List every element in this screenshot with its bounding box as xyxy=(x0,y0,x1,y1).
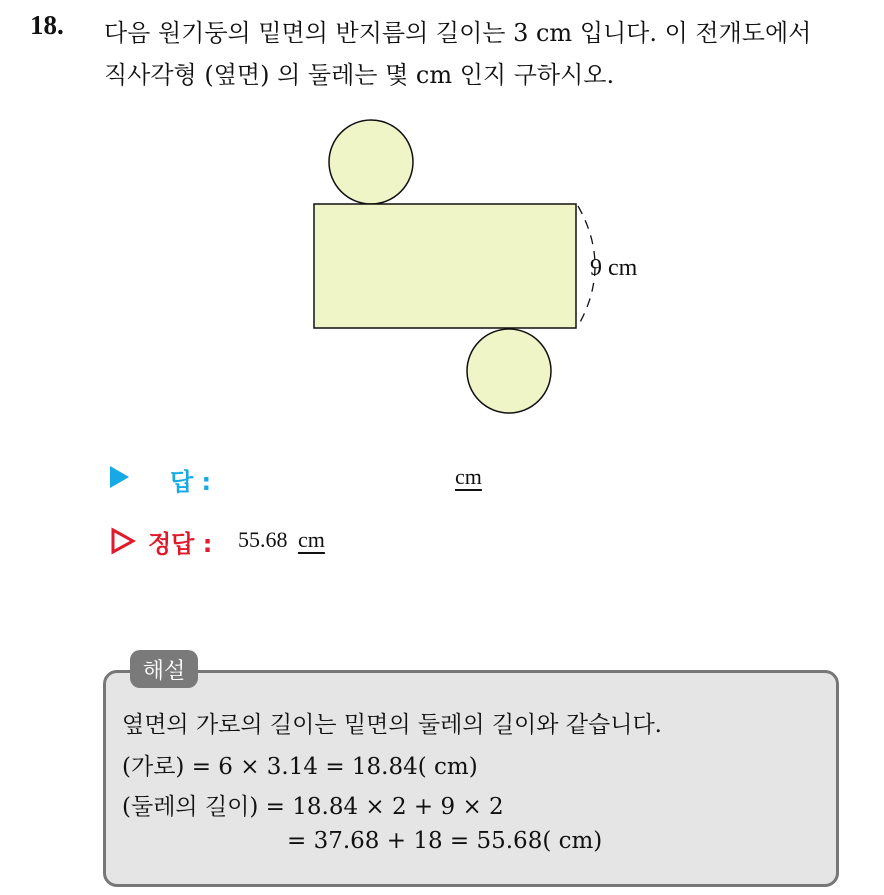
answer-label: 답 : xyxy=(170,468,212,496)
question-text-line-2: 직사각형 (옆면) 의 둘레는 몇 cm 인지 구하시오. xyxy=(104,61,615,89)
correct-answer-unit: cm xyxy=(298,527,325,552)
correct-arrow-icon xyxy=(110,527,136,555)
height-label: 9 cm xyxy=(590,255,638,281)
solution-tag: 해설 xyxy=(130,650,198,688)
solution-line-4: = 37.68 + 18 = 55.68( cm) xyxy=(287,828,603,854)
solution-line-1: 옆면의 가로의 길이는 밑면의 둘레의 길이와 같습니다. xyxy=(122,712,662,738)
lateral-face-rectangle xyxy=(314,204,576,328)
bottom-base-circle xyxy=(467,329,551,413)
question-text-line-1: 다음 원기둥의 밑면의 반지름의 길이는 3 cm 입니다. 이 전개도에서 xyxy=(104,19,812,47)
answer-unit: cm xyxy=(455,464,482,489)
answer-arrow-icon xyxy=(110,466,129,488)
top-base-circle xyxy=(329,120,413,204)
correct-answer-value: 55.68 xyxy=(238,527,288,552)
correct-answer-label: 정답 : xyxy=(148,530,213,558)
question-number: 18. xyxy=(30,10,64,40)
solution-line-3: (둘레의 길이) = 18.84 × 2 + 9 × 2 xyxy=(122,794,504,820)
solution-line-2: (가로) = 6 × 3.14 = 18.84( cm) xyxy=(122,754,478,780)
